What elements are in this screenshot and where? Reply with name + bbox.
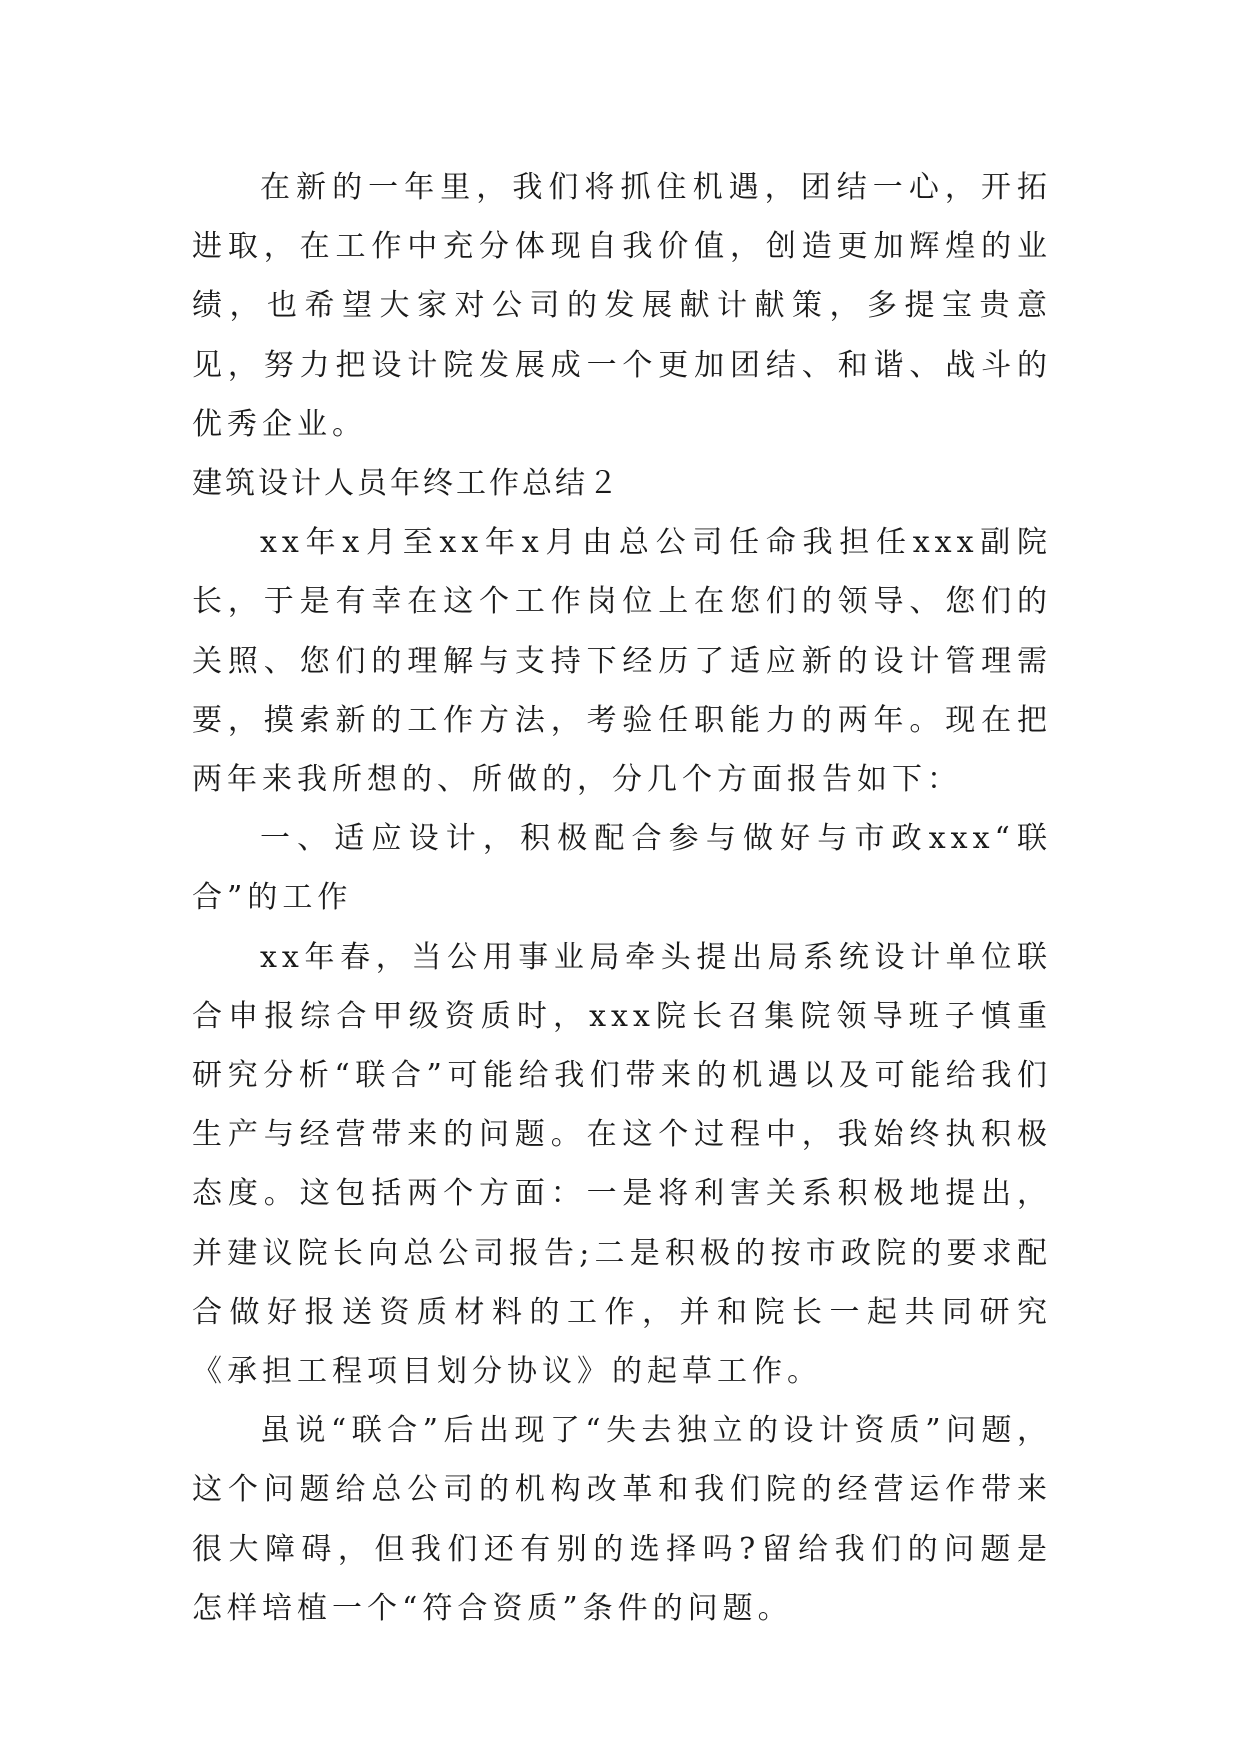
- document-body: [192, 158, 1052, 1638]
- section-heading: 建筑设计人员年终工作总结２: [192, 466, 621, 502]
- paragraph-spring: xx年春，当公用事业局牵头提出局系统设计单位联合申报综合甲级资质时，xxx院长召集院领导班子慎重研究分析“联合”可能给我们带来的机遇以及可能给我们生产与经营带来的问题。在这个过程中，我始终执积极态度。这包括两个方面：一是将利害关系积极地提出，并建议院长向总公司报告;二是积极的按市政院的要求配合做好报送资质材料的工作，并和院长一起共同研究《承担工程项目划分协议》的起草工作。: [192, 939, 1052, 1390]
- subheading-one: 一、适应设计，积极配合参与做好与市政xxx“联合”的工作: [192, 821, 1052, 916]
- paragraph-closing: 在新的一年里，我们将抓住机遇，团结一心，开拓进取，在工作中充分体现自我价值，创造更加辉煌的业绩，也希望大家对公司的发展献计献策，多提宝贵意见，努力把设计院发展成一个更加团结、和谐、战斗的优秀企业。: [192, 170, 1052, 442]
- paragraph-intro: xx年x月至xx年x月由总公司任命我担任xxx副院长，于是有幸在这个工作岗位上在您们的领导、您们的关照、您们的理解与支持下经历了适应新的设计管理需要，摸索新的工作方法，考验任职能力的两年。现在把两年来我所想的、所做的，分几个方面报告如下：: [192, 525, 1052, 798]
- paragraph-qualification: 虽说“联合”后出现了“失去独立的设计资质”问题，这个问题给总公司的机构改革和我们院的经营运作带来很大障碍，但我们还有别的选择吗?留给我们的问题是怎样培植一个“符合资质”条件的问题。: [192, 1413, 1052, 1626]
